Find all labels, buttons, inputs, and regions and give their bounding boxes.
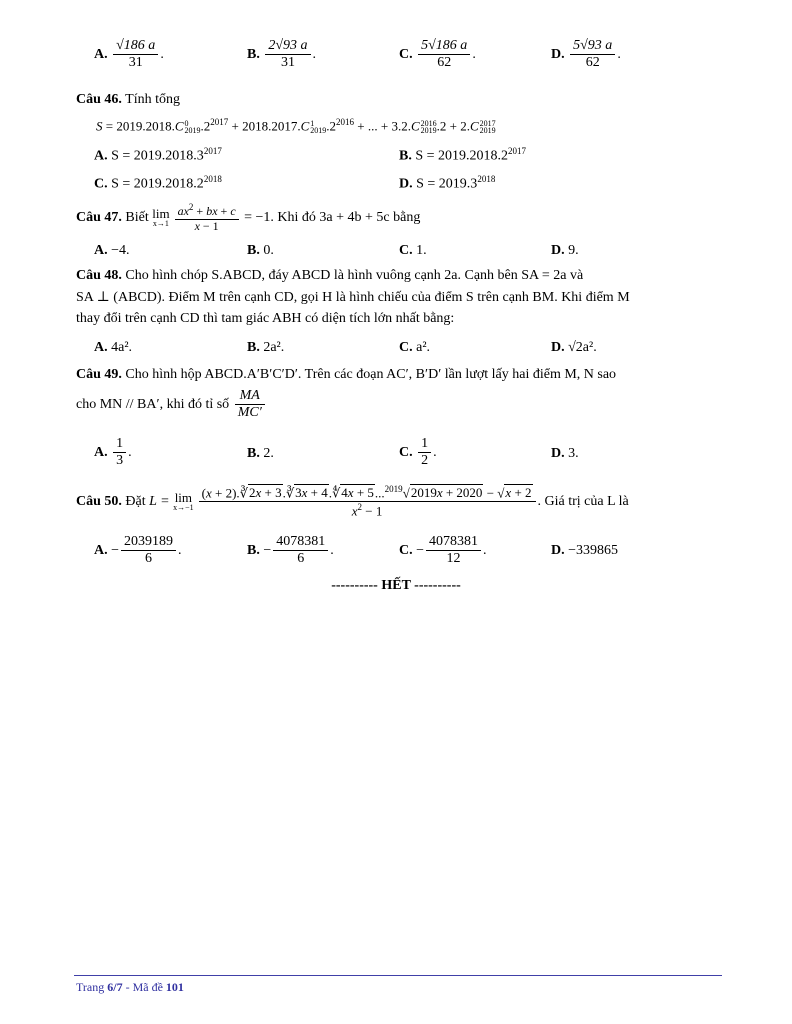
q45-option-d: D. $\frac{5√93 a}{62}$ . [551,38,621,71]
q49-line-2: cho MN // BA′, khi đó tỉ số $\frac{MA}{MC'}$ [76,388,267,421]
q47-option-b: B. 0. [247,243,274,258]
q48-line-2: SA ⊥ (ABCD). Điểm M trên cạnh CD, gọi H là hình chiếu của điểm S trên cạnh BM. Khi điểm M [76,290,630,305]
q49-option-b: B. 2. [247,446,274,461]
q48-option-d: D. √2a². [551,340,597,355]
q46-heading: Câu 46. Tính tổng [76,92,180,107]
q50-heading: Câu 50. Đặt L = lim x→−1 $\frac{(x + 2).∛2x + 3.∛3x + 4.∜4x + 5...^{2019}√2019x + 2020 - √x + 2}{x^2 - 1}$ . Giá trị của L là [76,484,629,519]
q47-heading: Câu 47. Biết lim x→1 $\frac{ax^2 + bx + c}{x - 1}$ = −1. Khi đó 3a + 4b + 5c bằng [76,202,421,233]
q50-option-a: A. − $\frac{2039189}{6}$ . [94,534,182,567]
q47-option-d: D. 9. [551,243,579,258]
q46-option-b: B. $S = 2019.2018.2^{2017}$ [399,146,527,164]
q48-line-1: Câu 48. Cho hình chóp S.ABCD, đáy ABCD là hình vuông cạnh 2a. Cạnh bên SA = 2a và [76,268,584,283]
q46-option-c: C. $S = 2019.2018.2^{2018}$ [94,174,222,192]
q47-option-a: A. −4. [94,243,130,258]
q49-option-a: A. $\frac{1}{3}$ . [94,436,132,469]
end-mark: ---------- HẾT ---------- [331,578,461,593]
q50-option-d: D. −339865 [551,543,619,558]
q45-option-a: A. $\frac{√186 a}{31}$ . [94,38,164,71]
q48-option-a: A. 4a². [94,340,133,355]
footer-divider [74,975,722,976]
q48-option-c: C. a². [399,340,431,355]
q46-option-a: A. $S = 2019.2018.3^{2017}$ [94,146,222,164]
q50-option-c: C. − $\frac{4078381}{12}$ . [399,534,487,567]
q49-option-d: D. 3. [551,446,579,461]
q46-formula: S = 2019.2018.C 0 2019 $.2^{2017} + 2018.2017.C$ 1 2019 $.2^{2016}$ + ... + 3.2.C 2016 2019 .2 + 2.C 2017 2019 [96,117,496,136]
q47-option-c: C. 1. [399,243,427,258]
q45-option-c: C. $\frac{5√186 a}{62}$ . [399,38,476,71]
page-footer: Trang 6/7 - Mã đề 101 [76,980,184,994]
q45-option-b: B. $\frac{2√93 a}{31}$ . [247,38,317,71]
q49-line-1: Câu 49. Cho hình hộp ABCD.A′B′C′D′. Trên các đoạn AC′, B′D′ lần lượt lấy hai điểm M, N sao [76,367,617,382]
q49-option-c: C. $\frac{1}{2}$ . [399,436,437,469]
q48-line-3: thay đổi trên cạnh CD thì tam giác ABH có diện tích lớn nhất bằng: [76,311,455,326]
q50-option-b: B. − $\frac{4078381}{6}$ . [247,534,334,567]
q46-option-d: D. $S = 2019.3^{2018}$ [399,174,496,192]
q48-option-b: B. 2a². [247,340,285,355]
